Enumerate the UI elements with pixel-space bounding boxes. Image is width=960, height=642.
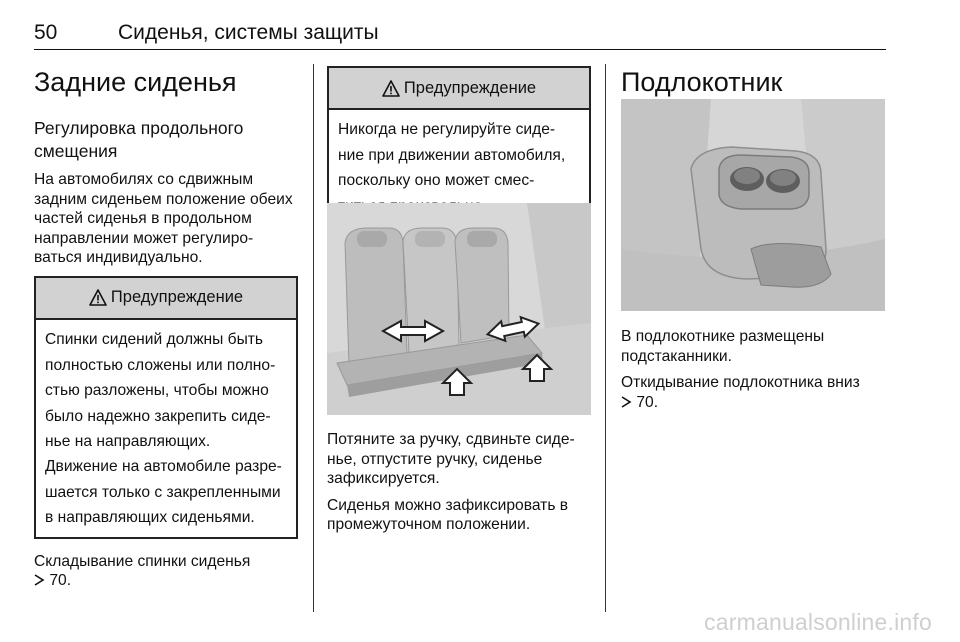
- text-line: полностью сложены или полно-: [45, 356, 276, 374]
- text-line: поскольку оно может смес-: [338, 172, 535, 190]
- caption-paragraph: [327, 430, 595, 489]
- text-line: задним сиденьем положение обеих: [34, 190, 293, 208]
- column-right: [621, 66, 887, 98]
- text-line: ние при движении автомобиля,: [338, 146, 566, 164]
- page-reference-arrow-icon: [621, 396, 632, 408]
- column-left: [34, 66, 302, 591]
- armrest-illustration: [621, 99, 885, 311]
- warning-box: [34, 276, 298, 539]
- cross-reference-text: Откидывание подлокотника вниз: [621, 374, 860, 392]
- text-line: направлении может регулиро-: [34, 229, 254, 247]
- warning-title: Предупреждение: [110, 288, 244, 307]
- column-middle-captions: [327, 430, 595, 535]
- warning-header: [329, 68, 589, 110]
- page-reference: 70.: [49, 572, 72, 590]
- page-reference-arrow-icon: [34, 574, 45, 586]
- running-header-title: Сиденья, системы защиты: [118, 21, 379, 44]
- page-number: 50: [34, 21, 58, 44]
- text-line: На автомобилях со сдвижным: [34, 171, 254, 188]
- page-reference: 70.: [636, 393, 659, 411]
- caption-paragraph: [327, 496, 595, 535]
- text-line: частей сиденья в продольном: [34, 210, 252, 228]
- text-line: зафиксируется.: [327, 470, 440, 488]
- cross-reference-text: Складывание спинки сиденья: [34, 552, 251, 570]
- warning-header: [36, 278, 296, 320]
- cross-reference-link[interactable]: [621, 393, 887, 413]
- text-line: подстаканники.: [621, 347, 732, 365]
- column-divider: [313, 64, 314, 612]
- warning-triangle-icon: [89, 289, 107, 306]
- text-line: шается только с закрепленными: [45, 483, 281, 501]
- section-heading: Подлокотник: [621, 67, 783, 97]
- cross-reference-link[interactable]: [34, 571, 302, 591]
- text-line: В подлокотнике размещены: [621, 328, 825, 345]
- intro-paragraph: [34, 170, 302, 268]
- text-line: промежуточном положении.: [327, 516, 531, 534]
- text-line: Движение на автомобиле разре-: [45, 457, 282, 475]
- warning-title: Предупреждение: [403, 78, 537, 97]
- text-line: Спинки сидений должны быть: [45, 330, 264, 348]
- text-line: стью разложены, чтобы можно: [45, 382, 269, 400]
- text-line: в направляющих сиденьями.: [45, 509, 255, 527]
- text-line: Никогда не регулируйте сиде-: [338, 121, 556, 138]
- warning-triangle-icon: [382, 80, 400, 97]
- subsection-heading-line: смещения: [34, 141, 118, 161]
- text-line: было надежно закрепить сиде-: [45, 407, 271, 425]
- watermark-text: carmanualsonline.info: [704, 609, 932, 635]
- text-line: нье, отпустите ручку, сиденье: [327, 450, 543, 468]
- text-line: ваться индивидуально.: [34, 249, 203, 267]
- rear-seats-illustration: [327, 203, 591, 415]
- warning-body: [36, 320, 296, 537]
- text-line: Потяните за ручку, сдвиньте сиде-: [327, 431, 575, 448]
- column-right-text: [621, 327, 887, 412]
- text-line: Сиденья можно зафиксировать в: [327, 496, 569, 514]
- column-divider: [605, 64, 606, 612]
- body-paragraph: [621, 327, 887, 366]
- warning-paragraph: [45, 330, 288, 452]
- warning-paragraph: [45, 457, 288, 528]
- section-heading: Задние сиденья: [34, 67, 237, 97]
- header-rule: [34, 49, 886, 50]
- subsection-heading-line: Регулировка продольного: [34, 118, 244, 138]
- text-line: нье на направляющих.: [45, 433, 211, 451]
